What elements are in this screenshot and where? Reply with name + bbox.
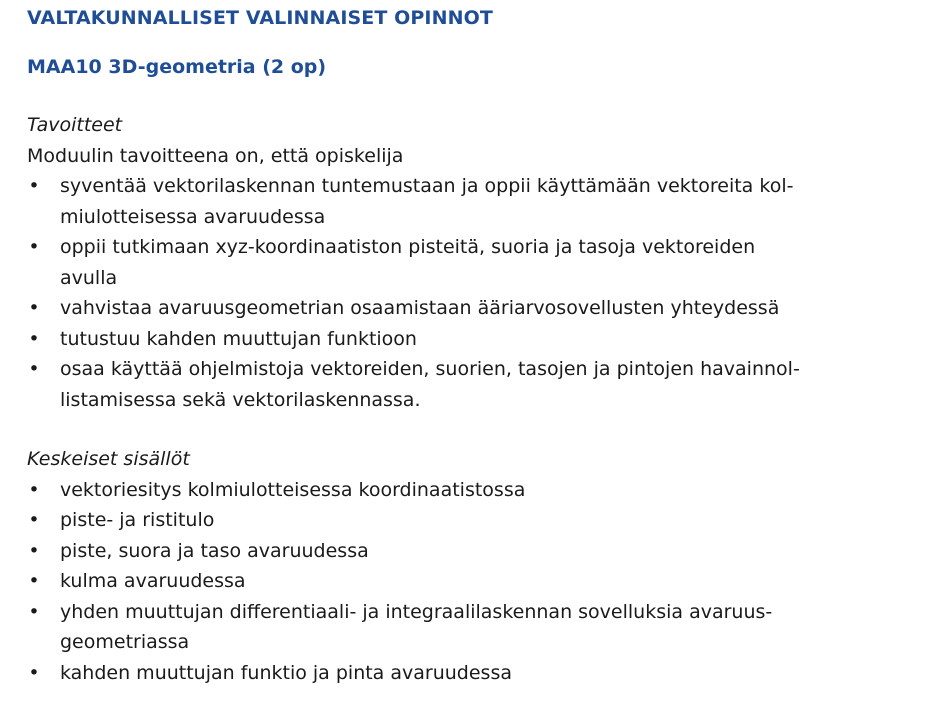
bullet-icon: • bbox=[28, 570, 40, 592]
list-item bbox=[27, 566, 907, 597]
list-item bbox=[27, 475, 907, 506]
list-item-text: miulotteisessa avaruudessa bbox=[60, 205, 326, 228]
bullet-icon: • bbox=[28, 661, 40, 684]
list-item bbox=[27, 597, 907, 658]
list-item bbox=[27, 324, 907, 355]
list-item bbox=[27, 293, 907, 324]
section-title-tavoitteet: Tavoitteet bbox=[27, 114, 123, 136]
section-title-sisallot: Keskeiset sisällöt bbox=[27, 448, 190, 470]
bullet-icon: • bbox=[28, 509, 40, 531]
list-item-text: syventää vektorilaskennan tuntemustaan ja oppii käyttämään vektoreita kol- bbox=[60, 175, 794, 197]
bullet-icon: • bbox=[28, 327, 40, 350]
section-intro: Moduulin tavoitteena on, että opiskelija bbox=[27, 144, 404, 167]
bullet-icon: • bbox=[28, 236, 40, 258]
goals-list bbox=[27, 171, 907, 415]
list-item bbox=[27, 658, 907, 689]
list-item-text: avulla bbox=[60, 266, 118, 289]
list-item bbox=[27, 505, 907, 536]
bullet-icon: • bbox=[28, 297, 40, 319]
bullet-icon: • bbox=[28, 175, 40, 197]
list-item-text: kulma avaruudessa bbox=[60, 570, 246, 592]
list-item-text: oppii tutkimaan xyz-koordinaatiston pisteitä, suoria ja tasoja vektoreiden bbox=[60, 236, 756, 258]
list-item-text: piste, suora ja taso avaruudessa bbox=[60, 539, 369, 562]
section-sisallot bbox=[27, 444, 907, 688]
list-item bbox=[27, 232, 907, 293]
list-item-text: piste- ja ristitulo bbox=[60, 509, 215, 531]
bullet-icon: • bbox=[28, 478, 40, 501]
section-tavoitteet bbox=[27, 110, 907, 415]
list-item bbox=[27, 171, 907, 232]
list-item bbox=[27, 354, 907, 415]
bullet-icon: • bbox=[28, 539, 40, 562]
list-item-text: tutustuu kahden muuttujan funktioon bbox=[60, 327, 417, 350]
list-item bbox=[27, 536, 907, 567]
list-item-text: yhden muuttujan differentiaali- ja integraalilaskennan sovelluksia avaruus- bbox=[60, 600, 773, 623]
bullet-icon: • bbox=[28, 358, 40, 380]
course-heading: MAA10 3D-geometria (2 op) bbox=[27, 56, 327, 78]
list-item-text: listamisessa sekä vektorilaskennassa. bbox=[60, 388, 421, 411]
list-item-text: kahden muuttujan funktio ja pinta avaruudessa bbox=[60, 661, 512, 684]
main-heading: VALTAKUNNALLISET VALINNAISET OPINNOT bbox=[27, 7, 493, 29]
contents-list bbox=[27, 475, 907, 689]
list-item-text: vektoriesitys kolmiulotteisessa koordinaatistossa bbox=[60, 478, 526, 501]
bullet-icon: • bbox=[28, 600, 40, 623]
list-item-text: osaa käyttää ohjelmistoja vektoreiden, suorien, tasojen ja pintojen havainnol- bbox=[60, 358, 800, 380]
list-item-text: vahvistaa avaruusgeometrian osaamistaan ääriarvosovellusten yhteydessä bbox=[60, 297, 780, 319]
list-item-text: geometriassa bbox=[60, 631, 190, 653]
